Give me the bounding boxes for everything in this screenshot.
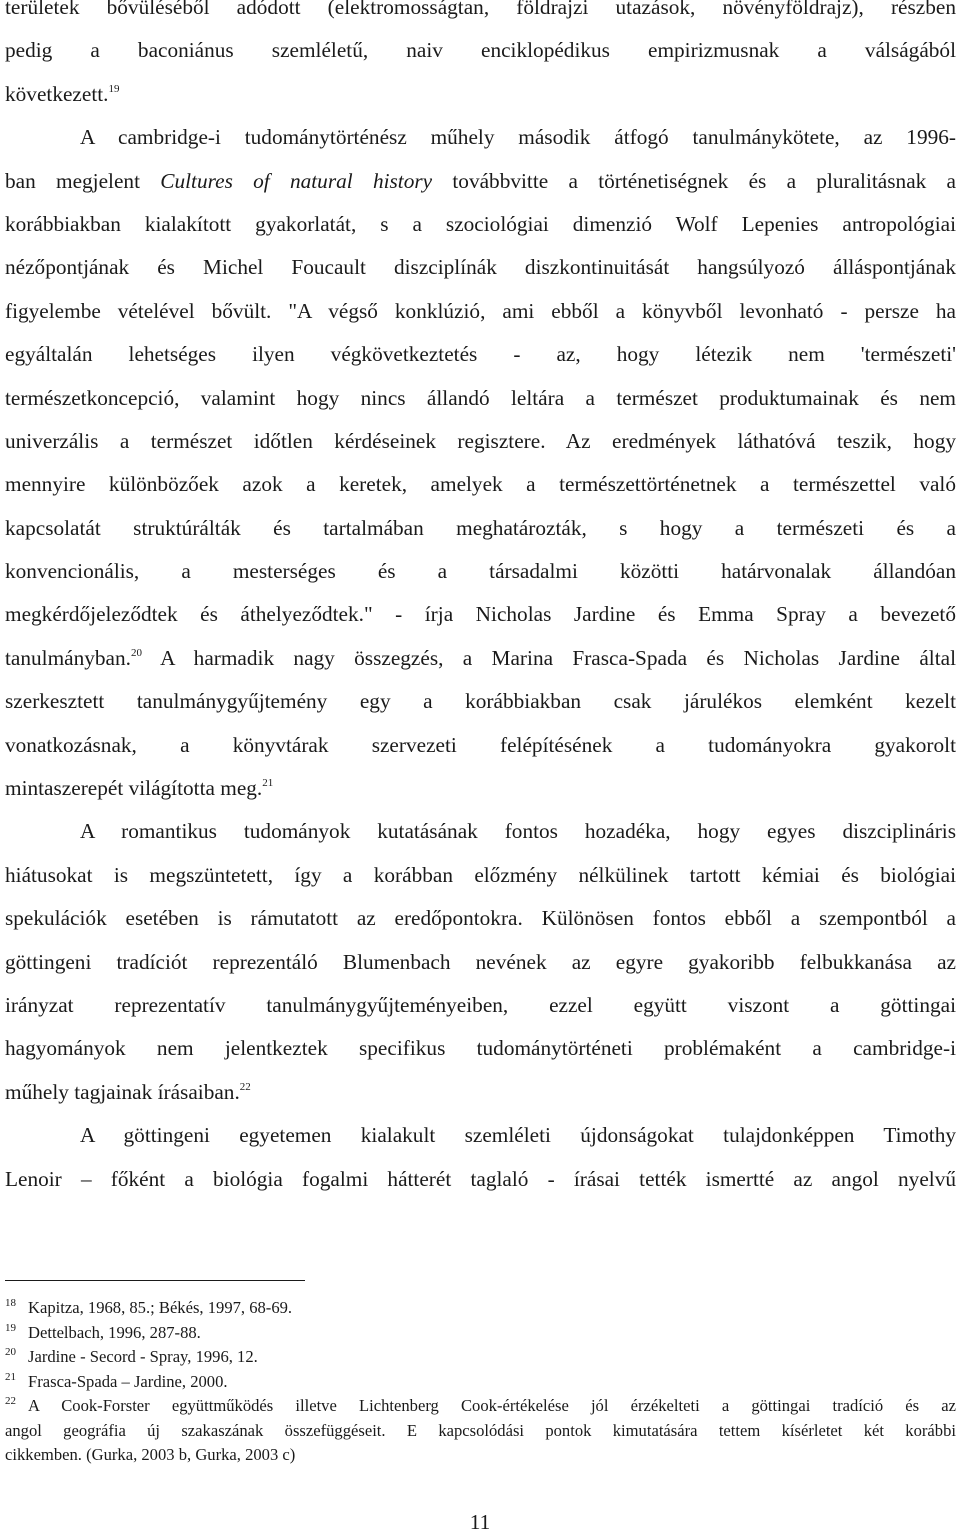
text-fragment: mintaszerepét világította meg. [5,776,263,801]
text-fragment: műhely tagjainak írásaiban. [5,1079,240,1104]
text-line: irányzat reprezentatív tanulmánygyűjteményeiben, ezzel együtt viszont a göttingai [5,992,956,1017]
footnote-text: Kapitza, 1968, 85.; Békés, 1997, 68-69. [28,1298,293,1317]
text-line: kapcsolatát struktúrálták és tartalmában meghatározták, s hogy a természeti és a [5,515,956,540]
footnote-number: 22 [5,1395,16,1407]
text-line: Lenoir – főként a biológia fogalmi hátterét taglaló - írásai tették ismertté az angol nyelvű [5,1166,956,1191]
footnote-continuation: angol geográfia új szakaszának összefüggéseit. E kapcsolódási pontok kimutatására tettem kísérletet két korábbi [5,1420,956,1440]
text-line: megkérdőjeleződtek és áthelyeződtek." - írja Nicholas Jardine és Emma Spray a bevezető [5,602,956,627]
footnote-text: A Cook-Forster együttműködés illetve Lichtenberg Cook-értékelése jól érzékelteti a göttingai tradíció és az [28,1396,956,1415]
text-fragment: ban megjelent [5,168,140,193]
footnote-ref: 19 [108,82,120,95]
footnote [5,1345,956,1370]
text-line: hiátusokat is megszüntetett, így a korábban előzmény nélkülinek tartott kémiai és biológiai [5,862,956,887]
text-line: hagyományok nem jelentkeztek specifikus tudománytörténeti problémaként a cambridge-i [5,1036,956,1061]
text-line: szerkesztett tanulmánygyűjtemény egy a korábbiakban csak járulékos elemként kezelt [5,689,956,714]
page-number: 11 [469,1510,491,1534]
text-line: A cambridge-i tudománytörténész műhely második átfogó tanulmánykötete, az 1996- [80,125,956,150]
footnote-number: 18 [5,1297,16,1309]
footnote-divider [5,1280,305,1281]
text-line: természetkoncepció, valamint hogy nincs állandó leltára a természet produktumainak és nem [5,385,956,410]
text-line: korábbiakban kialakított gyakorlatát, s a szociológiai dimenzió Wolf Lepenies antropológiai [5,211,956,236]
text-line: göttingeni tradíciót reprezentáló Blumenbach nevének az egyre gyakoribb felbukkanása az [5,949,956,974]
text-fragment: tanulmányban. [5,645,131,670]
body-text [5,0,956,1201]
footnote-number: 19 [5,1321,16,1334]
text-line [5,1071,956,1114]
text-line: konvencionális, a mesterséges és a társadalmi közötti határvonalak állandóan [5,559,956,584]
text-line: pedig a baconiánus szemléletű, naiv enciklopédikus empirizmusnak a válságából [5,38,956,63]
text-line [5,160,956,203]
text-line [5,73,956,116]
text-line: univerzális a természet időtlen kérdéseinek regisztere. Az eredmények láthatóvá teszik, hogy [5,428,956,453]
text-line: A göttingeni egyetemen kialakult szemléleti újdonságokat tulajdonképpen Timothy [80,1123,956,1148]
footnotes [5,1296,956,1468]
footnote [5,1394,956,1419]
text-fragment: következett. [5,81,109,106]
footnote-ref: 20 [130,646,142,659]
text-line [5,637,956,680]
footnote-text: Dettelbach, 1996, 287-88. [28,1322,201,1342]
text-line: egyáltalán lehetséges ilyen végkövetkeztetés - az, hogy létezik nem 'természeti' [5,342,956,367]
footnote-number: 20 [5,1346,16,1358]
footnote-ref: 22 [239,1080,251,1093]
text-line: területek bővüléséből adódott (elektromosságtan, földrajzi utazások, növényföldrajz), részben [5,0,956,19]
text-line: nézőpontjának és Michel Foucault diszciplínák diszkontinuitását hangsúlyozó álláspontjának [5,255,956,280]
footnote-text: Frasca-Spada – Jardine, 2000. [28,1371,228,1391]
footnote-ref: 21 [262,777,274,790]
text-line: figyelembe vételével bővült. "A végső konklúzió, ami ebből a könyvből levonható - persze ha [5,298,956,323]
text-line: vonatkozásnak, a könyvtárak szervezeti felépítésének a tudományokra gyakorolt [5,732,956,757]
text-line [5,767,956,810]
footnote [5,1296,956,1321]
book-title: Cultures of natural history [160,168,433,193]
footnote [5,1370,956,1395]
text-fragment: továbbvitte a történetiségnek és a pluralitásnak a [452,168,957,193]
text-fragment: A harmadik nagy összegzés, a Marina Frasca-Spada és Nicholas Jardine által [160,645,956,670]
text-line: mennyire különbözőek azok a keretek, amelyek a természettörténetnek a természettel való [5,472,956,497]
text-line: spekulációk esetében is rámutatott az eredőpontokra. Különösen fontos ebből a szempontból a [5,906,956,931]
footnote-number: 21 [5,1370,16,1383]
footnote-text: Jardine - Secord - Spray, 1996, 12. [28,1347,258,1366]
footnote-continuation: cikkemben. (Gurka, 2003 b, Gurka, 2003 c) [5,1445,296,1464]
footnote [5,1321,956,1346]
text-line: A romantikus tudományok kutatásának fontos hozadéka, hogy egyes diszciplináris [80,819,956,844]
